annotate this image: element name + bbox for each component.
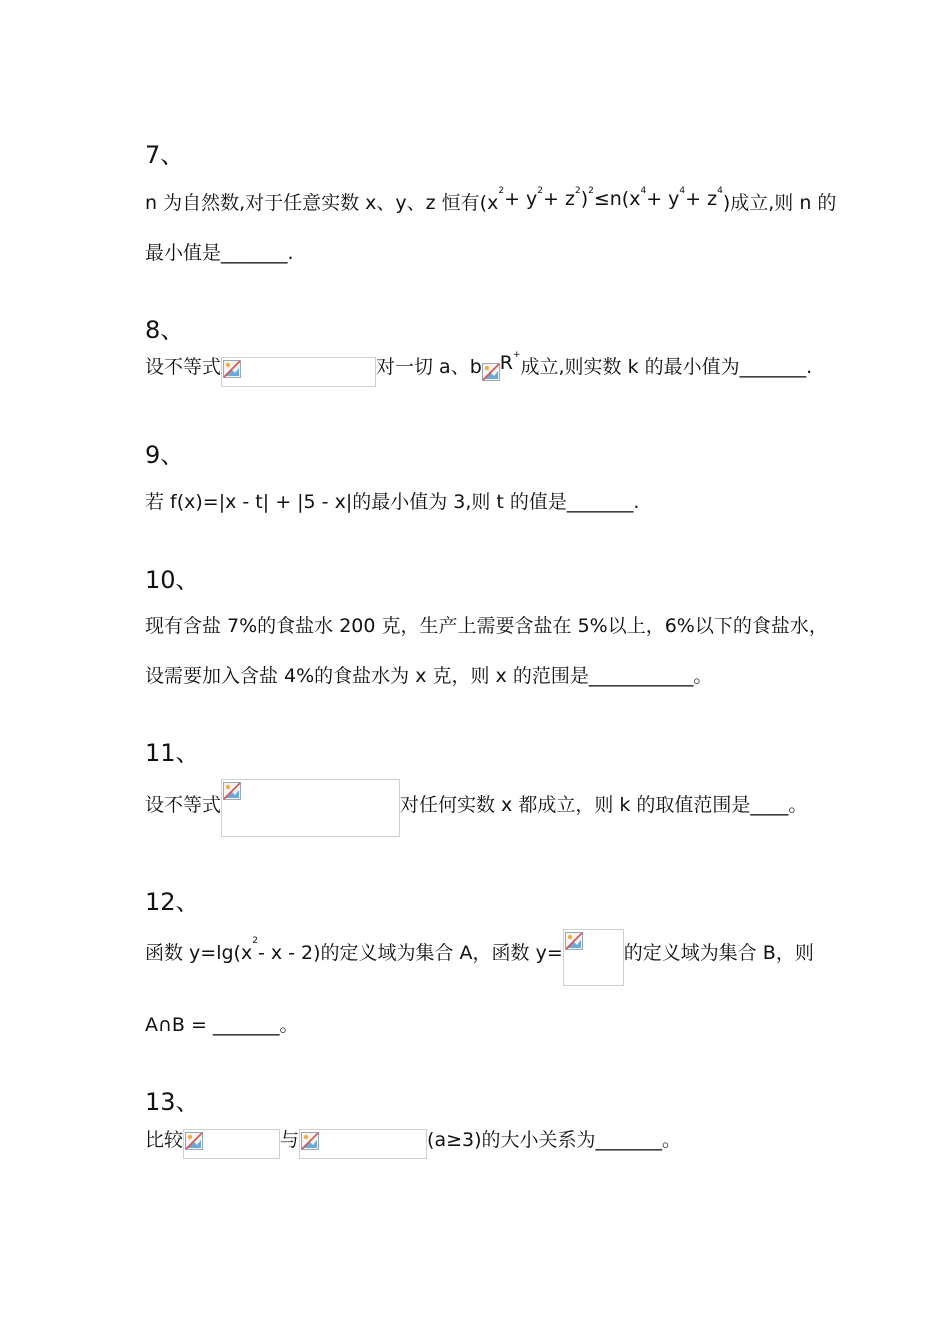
question-8-line <box>145 352 812 387</box>
q12-text-post: 的定义域为集合 B，则 <box>623 942 814 964</box>
question-7-line-2 <box>145 238 294 265</box>
q7-text: + z <box>543 188 575 210</box>
q7-exp: 2 <box>498 186 505 196</box>
q11-text-pre: 设不等式 <box>145 794 222 816</box>
q11-formula-image <box>221 779 400 837</box>
q8-formula-image <box>221 357 376 387</box>
q7-text: ) <box>580 188 589 210</box>
q7-text-b: ≤n(x <box>593 188 641 210</box>
broken-image-icon <box>301 1132 319 1150</box>
broken-image-icon <box>223 782 241 800</box>
question-10-line-2 <box>145 661 712 688</box>
q10-text-1: 现有含盐 7%的食盐水 200 克，生产上需要含盐在 5%以上，6%以下的食盐水， <box>145 615 828 637</box>
q10-text-2: 设需要加入含盐 4%的食盐水为 x 克，则 x 的范围是___________。 <box>145 665 713 687</box>
question-9-line <box>145 487 639 514</box>
q7-exp: 2 <box>588 186 594 196</box>
q7-exp: 4 <box>640 186 647 196</box>
question-8-number: 8、 <box>145 316 185 344</box>
question-12-line-2 <box>145 1010 298 1037</box>
question-12-number: 12、 <box>145 888 200 916</box>
q7-text: + y <box>504 188 538 210</box>
question-9-number: 9、 <box>145 441 185 469</box>
question-13-number: 13、 <box>145 1088 200 1116</box>
q12-text-mid: - x - 2)的定义域为集合 A，函数 y= <box>257 942 563 964</box>
q7-text: + y <box>646 188 680 210</box>
q13-formula-image-2 <box>299 1129 427 1159</box>
q7-text-a: n 为自然数,对于任意实数 x、y、z 恒有(x <box>145 192 499 214</box>
question-11-number: 11、 <box>145 739 200 767</box>
broken-image-icon <box>185 1132 203 1150</box>
question-12-line-1 <box>145 929 814 986</box>
question-11-line <box>145 779 807 837</box>
q7-exp: 4 <box>717 186 723 196</box>
question-13-line <box>145 1125 681 1159</box>
q11-text-post: 对任何实数 x 都成立，则 k 的取值范围是____。 <box>400 794 808 816</box>
q7-text: + z <box>685 188 718 210</box>
q12-exp: 2 <box>252 936 258 946</box>
question-7-number: 7、 <box>145 141 185 169</box>
q8-set-r-sup: + <box>512 350 521 360</box>
q13-text-mid: 与 <box>280 1129 300 1151</box>
q7-answer-line: 最小值是_______. <box>145 242 294 264</box>
question-7-line-1 <box>145 188 836 215</box>
q8-set-r: R <box>499 352 513 374</box>
q7-text-c: )成立,则 n 的 <box>722 192 837 214</box>
question-10-number: 10、 <box>145 566 200 594</box>
q13-formula-image-1 <box>183 1129 280 1159</box>
q13-text-post: (a≥3)的大小关系为_______。 <box>427 1129 682 1151</box>
q8-text-pre: 设不等式 <box>145 356 222 378</box>
q12-answer-line: A∩B = _______。 <box>145 1014 299 1036</box>
q7-exp: 4 <box>679 186 686 196</box>
broken-image-icon <box>223 360 241 378</box>
broken-image-icon <box>482 363 500 381</box>
q8-text-mid: 对一切 a、b <box>376 356 482 378</box>
q7-exp: 2 <box>537 186 544 196</box>
question-10-line-1 <box>145 611 828 638</box>
q12-text-pre: 函数 y=lg(x <box>145 942 253 964</box>
broken-image-icon <box>565 932 583 950</box>
q12-formula-image <box>563 929 624 986</box>
q8-text-post: 成立,则实数 k 的最小值为_______. <box>520 356 813 378</box>
q9-text: 若 f(x)=|x - t| + |5 - x|的最小值为 3,则 t 的值是_______. <box>145 491 640 513</box>
q7-exp: 2 <box>574 186 581 196</box>
q13-text-pre: 比较 <box>145 1129 184 1151</box>
